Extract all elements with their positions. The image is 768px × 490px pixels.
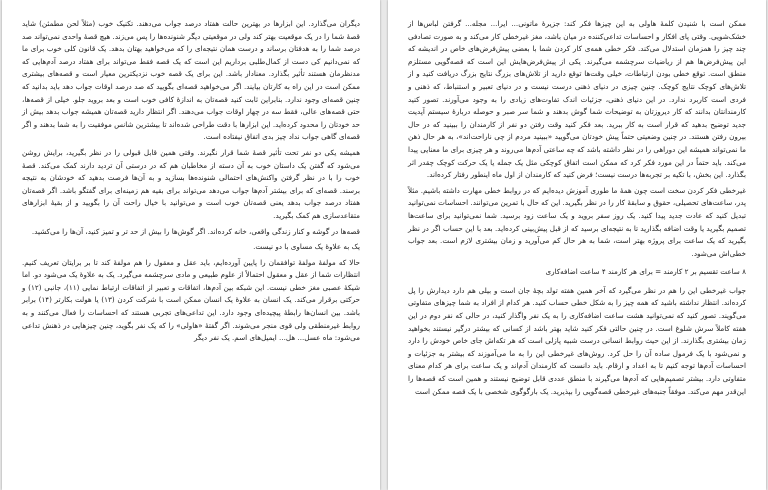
paragraph: غیرخطی فکر کردن سخت است چون همهٔ ما طوری آموزش دیده‌ایم که در روابط خطی مهارت داشته باشیم. مثلاً پدر، ساعت‌های تحصیلی، حقوق و سابقهٔ کار را در نظر بگیرید. این که حال با تمرین می‌توانند. احساسات نمی‌توانید تبدیل کنید که عادت جدید پیدا کنید. یک روز سفر بروید و یک ساعت زود برسید. شما نمی‌توانید برای ساعت‌ها تصمیم بگیرید یا وقت اضافه بگذارید تا به نتیجه‌ای برسید که از قبل پیش‌بینی کرده‌اید. بعد با این حساب اگر در نظر بگیرید که یک ساعت برای پروژه بهتر است، شما به هر حال کم می‌آورید و زمان بیشتری لازم است. بعد جواب خطی‌اش می‌شود.: [408, 185, 746, 258]
page-text-left: [22, 18, 360, 486]
paragraph: قصه‌ها در گوشه و کنار زندگی واقعی، خانه کرده‌اند. اگر گوش‌ها را بیش از حد تر و تمیز کنید، آن‌ها را می‌کشید.: [31, 226, 360, 236]
paragraph: همیشه یکی دو نفر تحت تأثیر قصهٔ شما قرار نگیرند. وقتی همین قابل قبولی را در نظر بگیرید، برایش روشن می‌شود که گفتن یک داستان خوب به آن دسته از مخاطبان هم که در درستی آن تردید دارند کمک می‌کند. قصهٔ خوب را با در نظر گرفتن واکنش‌های احتمالی شنونده‌ها بسازید و به آن‌ها فرصت بدهید که خودشان به نتیجه برسند. قصه‌ای که برای بیشتر آدم‌ها جواب می‌دهد می‌تواند برای بقیه هم زمینه‌ای برای گفتگو باشد. اگر قصه‌تان هفتاد درصد جواب بدهد یعنی قصه‌تان خوب است و می‌توانید با خیال راحت آن را بگویید و از بقیهٔ ابزارهای متقاعدسازی هم کمک بگیرید.: [22, 147, 360, 220]
document-page-left: [2, 0, 380, 490]
page-text-right: [408, 18, 746, 486]
section-formula: ۸ ساعت تقسیم بر ۲ کارمند = برای هر کارمند ۴ ساعت اضافه‌کاری: [545, 267, 746, 277]
document-page-right: [388, 0, 766, 490]
paragraph: دیگران می‌گذارد. این ابزارها در بهترین حالت هفتاد درصد جواب می‌دهند. تکنیک خوب (مثلاً لحن مطمئن) شاید قصهٔ شما را در یک موقعیت بهتر کند ولی در موقعیتی دیگر شنونده‌ها را پس می‌زند. هیچ قصهٔ واحدی نمی‌تواند صد درصد شما را به هدفتان برساند و درست همان نتیجه‌ای را که می‌خواهید بهتان بدهد. یک قانون کلی خوب برای ما که نمی‌دانیم کی دست از کمال‌طلبی برداریم این است که یک قصه فقط می‌تواند برای هفتاد درصد آدم‌هایی که مدنظرمان هستند تأثیر بگذارد. معنادار باشد. این برای یک قصه خوب نزدیکترین معیار است و قصه‌های بیشتری ممکن است در این راه به کارتان بیایند. اگر می‌خواهید قصه‌ای بگویید که صد درصد اوقات جواب دهد باید بدانید که چنین قصه‌ای وجود ندارد. بنابراین ثابت کنید قصه‌تان به اندازهٔ کافی خوب است و بعد بروید جلو. خیلی از قصه‌ها، حتی قصه‌های عالی، فقط سه در چهار اوقات جواب می‌دهند. اگر انتظار دارید قصه‌تان همیشه جواب بدهد بیش از حد خودتان را محدود کرده‌اید. این ابزارها با دقت طراحی شده‌اند تا بیشترین شانس موفقیت را به شما بدهند و اگر قصه‌ای گاهی جواب نداد چیز بدی اتفاق نیفتاده است.: [22, 19, 360, 142]
paragraph: ممکن است با شنیدن کلمهٔ هاولی به این چیزها فکر کند: جزیرهٔ ماتونی... ایرا... مجله... گرفتن لباس‌ها از خشک‌شویی. وقتی پای افکار و احساسات تداعی‌کننده در میان باشد، مغز غیرخطی کار می‌کند و به صورت تصادفی چند چیز را همزمان استدلال می‌کند. فکر خطی همه‌ی کار کردن شما با بعضی پیش‌فرض‌های خاص در اندیشه که این پیش‌فرض‌ها هم از ریاضیات سرچشمه می‌گیرند. یکی از پیش‌فرض‌هایش این است که قصه‌گویی مستلزم منطق است. توقع خطی بودن ارتباطات، خیلی وقت‌ها توقع دارید از تلاش‌های بزرگ نتایج بزرگ دریافت کنید و از تلاش‌های کوچک نتایج کوچک. چنین چیزی در دنیای ذهنی درست نیست و در دنیای تعبیر و استنباط، که ذهنی و فردی است کاربرد ندارد. در این دنیای ذهنی، جزئیات اندک تفاوت‌های زیادی را به وجود می‌آورند. تصور کنید کارمندانتان بدانند که کار دیروزتان به توضیحات شما گوش بدهند و شما سر صبر و حوصله دربارهٔ سیستم آپدیت جدید توضیح بدهید که قرار است به کار ببرید. بعد فکر کنید وقت رفتن دو نفر از کارمندان را ببینید که در حال بیرون رفتن هستند. در چنین وضعیتی حتماً پیش خودتان می‌گویید «ببینید مردم از چی ناراحت‌اند»، به هر حال ذهن ما نمی‌تواند همیشه این دوراهی را در نظر داشته باشد که چه ساعتی آدم‌ها می‌روند و هر چیزی برای ما معنایی پیدا می‌کند. باید حتماً در این مورد فکر کرد که ممکن است اتفاق کوچکی مثل یک جمله یا یک حرکت کوچک چقدر اثر بگذارد. این بخش، با تکیه بر تجربه‌ها درست نیست؛ فرض کنید که کارمندان از اول ماه اینطور رفتار کرده‌اند.: [408, 19, 746, 180]
paragraph: جواب غیرخطی این را هم در نظر می‌گیرد که آخر همین هفته تولد بچهٔ جان است و بیلی هم دارد دیدارش را پل کرده‌اند. انتظار نداشته باشید که همه چیز را به شکل خطی حساب کنید. هر کدام از افراد به شما چیزهای متفاوتی می‌گویند. تصور کنید که نمی‌توانید هشت ساعت اضافه‌کاری را به یک نفر واگذار کنید، در حالی که نفر دوم در این هفته کاملاً سرش شلوغ است. در چنین حالتی فکر کنید شاید بهتر باشد از کسانی که بیشتر درگیر نیستند بخواهید زمان بیشتری بگذارند. از این حیث روابط انسانی درست شبیه پازلی است که هر تکه‌اش جای خاص خودش را دارد و نمی‌شود با یک فرمول ساده آن را حل کرد. روش‌های غیرخطی این را به ما می‌آموزند که بیشتر به جزئیات و احساسات آدم‌ها توجه کنیم تا به اعداد و ارقام. باید دانست که کارمندان آدم‌اند و یک ساعت برای هر کدام معنای متفاوتی دارد. بیشتر تصمیم‌هایی که آدم‌ها می‌گیرند با منطق عددی قابل توضیح نیستند و همین است که قصه‌ها را این‌قدر مهم می‌کند. موفقاً جنبه‌های غیرخطی قصه‌گویی را بپذیرید. یک بارگوگوی شخصی با یک قصه ممکن است: [408, 285, 746, 396]
paragraph: یک به علاوهٔ یک مساوی با دو نیست.: [253, 242, 360, 252]
paragraph: حالا که مولفهٔ مولفهٔ توافقمان را پایین آورده‌ایم، باید عقل و معقول را هم مولفهٔ کند تا بر برایتان تعریف کنیم. انتظارات شما از عقل و معقول احتمالاً از علوم طبیعی و مادی سرچشمه می‌گیرد. یک به علاوهٔ یک می‌شود دو. اما شیکهٔ عصبی مغز خطی نیست. این شبکه بین آدم‌ها، اتفاقات و تعبیر از اتفاقات ارتباط نمایی (۱۱)، جانبی (۱۲) و حرکتی برقرار می‌کند. یک انسان به علاوهٔ یک انسان ممکن است با شرکت کردن (۱۳) یا هولت بکارتر (۱۴) برابر باشد. بین انسان‌ها رابطهٔ پیچیده‌ای وجود دارد. این تداعی‌های تجربی هستند که احساسات را فعال می‌کنند و به روابط غیرمنطقی ولی قوی منجر می‌شوند. اگر گفتهٔ «هاولی» را که یک نفر بگوید، چنین چیزهایی در ذهنش تداعی می‌شود: ماه عسل... هل... ایمیل‌های اسم. یک نفر دیگر: [22, 257, 360, 343]
